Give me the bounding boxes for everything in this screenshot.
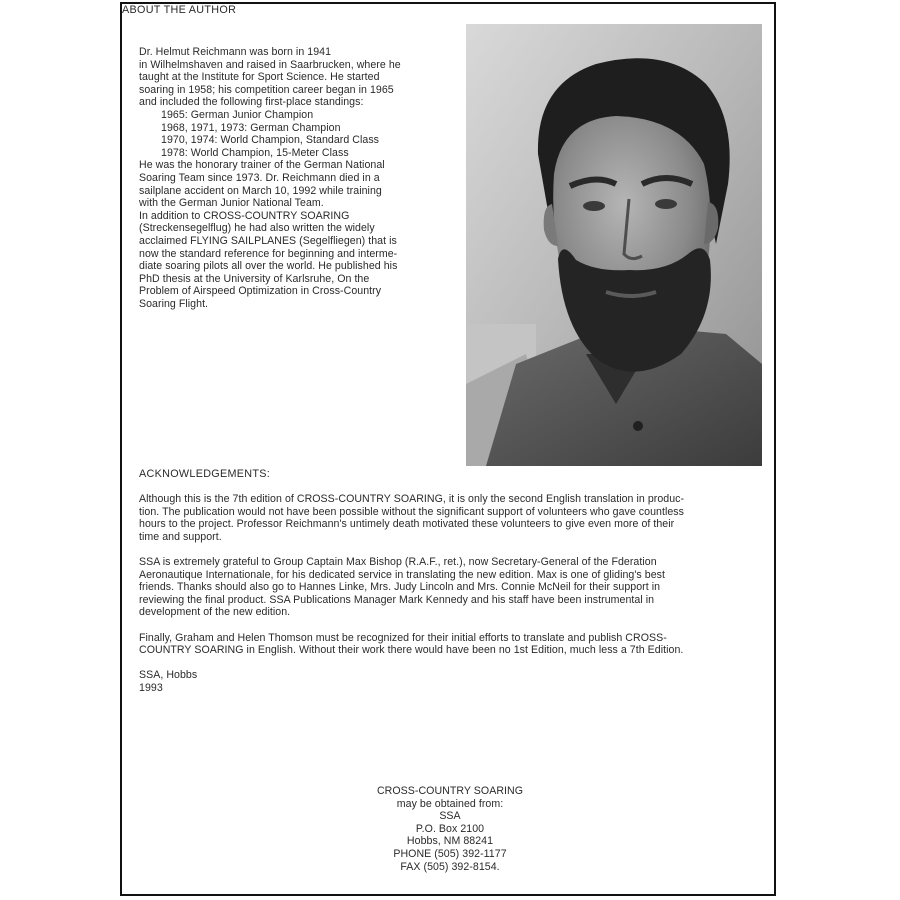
about-author-heading: ABOUT THE AUTHOR xyxy=(122,4,237,16)
ack-line: SSA is extremely grateful to Group Captain Max Bishop (R.A.F., ret.), now Secretary-General of the Fderation xyxy=(139,555,657,568)
about-line: taught at the Institute for Sport Science. He started xyxy=(139,71,380,84)
ordering-line: Hobbs, NM 88241 xyxy=(406,835,494,848)
about-line: (Streckensegelflug) he had also written the widely xyxy=(139,222,375,235)
about-line: Soaring Flight. xyxy=(139,297,209,310)
ack-line: development of the new edition. xyxy=(139,606,291,619)
ack-line: hours to the project. Professor Reichmann's untimely death motivated these volunteers to give even more of their xyxy=(139,518,675,531)
ack-line: tion. The publication would not have been possible without the significant support of volunteers who gave countless xyxy=(139,505,685,518)
ack-line: reviewing the final product. SSA Publications Manager Mark Kennedy and his staff have been instrumental in xyxy=(139,593,655,606)
standing-item: 1968, 1971, 1973: German Champion xyxy=(161,121,341,134)
about-line: Soaring Team since 1973. Dr. Reichmann died in a xyxy=(139,171,380,184)
about-line: in Wilhelmshaven and raised in Saarbrucken, where he xyxy=(139,58,401,71)
standing-item: 1970, 1974: World Champion, Standard Class xyxy=(161,134,380,147)
ordering-line: CROSS-COUNTRY SOARING xyxy=(376,785,524,797)
ack-line: friends. Thanks should also go to Hannes Linke, Mrs. Judy Lincoln and Mrs. Connie McNeil for their support in xyxy=(139,581,661,594)
signature-year: 1993 xyxy=(139,681,163,694)
ack-line: time and support. xyxy=(139,530,222,543)
about-line: diate soaring pilots all over the world. He published his xyxy=(139,260,398,273)
about-line: sailplane accident on March 10, 1992 while training xyxy=(139,184,382,197)
signature-line: SSA, Hobbs xyxy=(139,669,198,682)
ack-paragraph xyxy=(139,556,761,619)
ordering-line: P.O. Box 2100 xyxy=(415,822,485,835)
ack-signature xyxy=(139,669,761,694)
ack-line: Although this is the 7th edition of CROSS-COUNTRY SOARING, it is only the second English translation in produc- xyxy=(139,493,685,505)
ordering-line: SSA xyxy=(439,810,461,823)
ordering-line: PHONE (505) 392-1177 xyxy=(393,847,507,860)
ordering-line: may be obtained from: xyxy=(396,797,504,810)
about-line: He was the honorary trainer of the German National xyxy=(139,159,385,172)
about-line: soaring in 1958; his competition career began in 1965 xyxy=(139,83,394,96)
acknowledgements-heading: ACKNOWLEDGEMENTS: xyxy=(139,468,271,480)
author-portrait-photo xyxy=(466,24,762,466)
about-line: now the standard reference for beginning and interme- xyxy=(139,247,398,260)
ack-line: Aeronautique Internationale, for his dedicated service in translating the new edition. Max is one of gliding's best xyxy=(139,568,666,581)
ack-line: COUNTRY SOARING in English. Without their work there would have been no 1st Edition, much less a 7th Edition. xyxy=(139,644,684,657)
ordering-line: FAX (505) 392-8154. xyxy=(400,860,500,873)
standing-item: 1978: World Champion, 15-Meter Class xyxy=(161,146,349,159)
about-line: with the German Junior National Team. xyxy=(139,197,324,210)
about-line: Problem of Airspeed Optimization in Cross-Country xyxy=(139,285,382,298)
about-line: In addition to CROSS-COUNTRY SOARING xyxy=(139,209,350,222)
ack-line: Finally, Graham and Helen Thomson must be recognized for their initial efforts to translate and publish CROSS- xyxy=(139,631,667,644)
standing-item: 1965: German Junior Champion xyxy=(161,108,314,121)
ordering-info xyxy=(122,785,778,873)
ack-paragraph xyxy=(139,632,761,657)
about-line: acclaimed FLYING SAILPLANES (Segelfliegen) that is xyxy=(139,234,397,247)
about-line: PhD thesis at the University of Karlsruhe, On the xyxy=(139,272,370,285)
about-line: Dr. Helmut Reichmann was born in 1941 xyxy=(139,46,332,58)
document-page xyxy=(120,2,776,896)
ack-paragraph xyxy=(139,493,761,543)
about-line: and included the following first-place standings: xyxy=(139,96,364,109)
acknowledgements-text xyxy=(139,493,761,707)
about-author-text xyxy=(139,46,451,310)
